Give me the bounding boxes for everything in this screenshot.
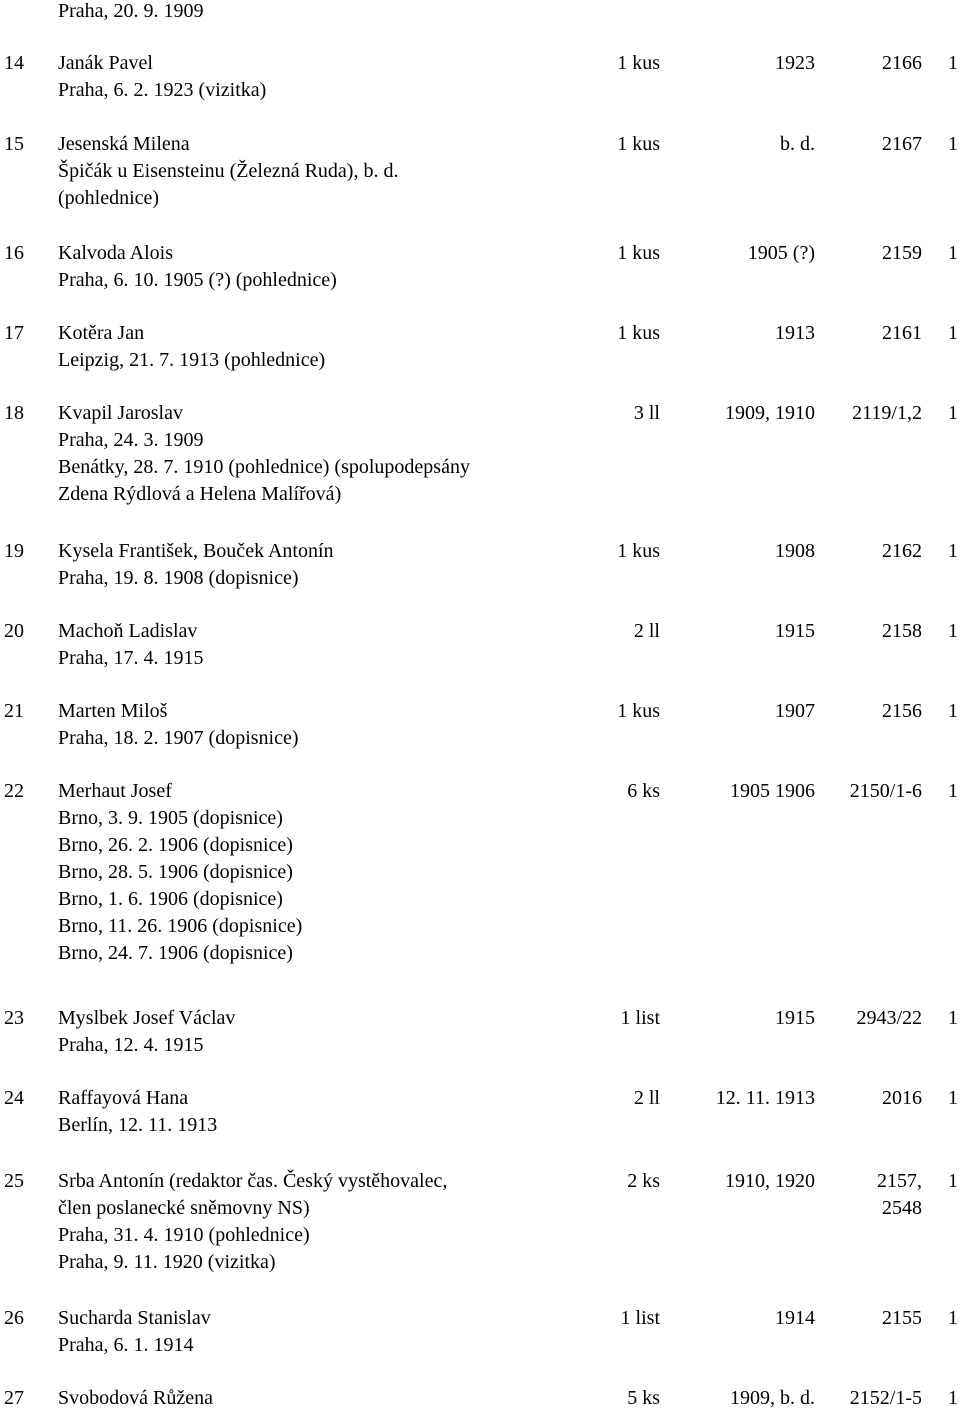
entry-signature: 2157, xyxy=(877,1170,922,1192)
entry-detail-line: Praha, 19. 8. 1908 (dopisnice) xyxy=(58,567,299,589)
entry-detail-line: Brno, 3. 9. 1905 (dopisnice) xyxy=(58,807,283,829)
entry-signature: 2150/1-6 xyxy=(849,780,922,802)
entry-number: 19 xyxy=(4,540,24,562)
entry-signature: 2167 xyxy=(882,133,922,155)
entry-signature: 2119/1,2 xyxy=(852,402,922,424)
entry-number: 20 xyxy=(4,620,24,642)
entry-detail-line: Brno, 26. 2. 1906 (dopisnice) xyxy=(58,834,293,856)
entry-signature: 2166 xyxy=(882,52,922,74)
entry-signature: 2548 xyxy=(882,1197,922,1219)
entry-year: 1910, 1920 xyxy=(725,1170,815,1192)
entry-name: Marten Miloš xyxy=(58,700,168,722)
entry-name: Raffayová Hana xyxy=(58,1087,189,1109)
entry-name: Merhaut Josef xyxy=(58,780,172,802)
entry-year: b. d. xyxy=(780,133,815,155)
entry-quantity: 1 kus xyxy=(617,242,660,264)
entry-name: Kalvoda Alois xyxy=(58,242,173,264)
entry-year: 1913 xyxy=(775,322,815,344)
entry-quantity: 2 ks xyxy=(627,1170,660,1192)
entry-detail-line: Praha, 12. 4. 1915 xyxy=(58,1034,204,1056)
entry-signature: 2158 xyxy=(882,620,922,642)
entry-year: 1905 1906 xyxy=(730,780,815,802)
entry-box: 1 xyxy=(948,1307,958,1329)
entry-signature: 2155 xyxy=(882,1307,922,1329)
entry-name: Machoň Ladislav xyxy=(58,620,198,642)
entry-detail-line: člen poslanecké sněmovny NS) xyxy=(58,1197,310,1219)
entry-signature: 2159 xyxy=(882,242,922,264)
entry-number: 25 xyxy=(4,1170,24,1192)
entry-box: 1 xyxy=(948,700,958,722)
entry-detail-line: Berlín, 12. 11. 1913 xyxy=(58,1114,218,1136)
entry-year: 1915 xyxy=(775,1007,815,1029)
entry-quantity: 1 kus xyxy=(617,52,660,74)
entry-name: Kotěra Jan xyxy=(58,322,145,344)
entry-detail-line: Brno, 1. 6. 1906 (dopisnice) xyxy=(58,888,283,910)
entry-name: Kvapil Jaroslav xyxy=(58,402,183,424)
entry-quantity: 2 ll xyxy=(633,1087,660,1109)
entry-detail-line: Praha, 6. 1. 1914 xyxy=(58,1334,194,1356)
entry-box: 1 xyxy=(948,133,958,155)
entry-signature: 2162 xyxy=(882,540,922,562)
entry-detail-line: Praha, 6. 10. 1905 (?) (pohlednice) xyxy=(58,269,337,291)
entry-name: Myslbek Josef Václav xyxy=(58,1007,236,1029)
entry-number: 15 xyxy=(4,133,24,155)
entry-detail-line: Praha, 24. 3. 1909 xyxy=(58,429,204,451)
entry-box: 1 xyxy=(948,620,958,642)
entry-number: 24 xyxy=(4,1087,24,1109)
entry-signature: 2016 xyxy=(882,1087,922,1109)
entry-detail-line: Brno, 11. 26. 1906 (dopisnice) xyxy=(58,915,303,937)
entry-detail-line: (pohlednice) xyxy=(58,187,160,209)
entry-quantity: 1 list xyxy=(620,1307,660,1329)
entry-number: 22 xyxy=(4,780,24,802)
entry-box: 1 xyxy=(948,52,958,74)
entry-box: 1 xyxy=(948,242,958,264)
entry-year: 1915 xyxy=(775,620,815,642)
entry-box: 1 xyxy=(948,1170,958,1192)
entry-year: 1908 xyxy=(775,540,815,562)
entry-year: 1923 xyxy=(775,52,815,74)
entry-box: 1 xyxy=(948,780,958,802)
entry-box: 1 xyxy=(948,1387,958,1409)
entry-box: 1 xyxy=(948,322,958,344)
entry-detail-line: Praha, 18. 2. 1907 (dopisnice) xyxy=(58,727,299,749)
entry-name: Jesenská Milena xyxy=(58,133,190,155)
entry-name: Kysela František, Bouček Antonín xyxy=(58,540,334,562)
entry-box: 1 xyxy=(948,1087,958,1109)
entry-number: 23 xyxy=(4,1007,24,1029)
top-line: Praha, 20. 9. 1909 xyxy=(58,0,204,22)
entry-detail-line: Praha, 31. 4. 1910 (pohlednice) xyxy=(58,1224,310,1246)
entry-quantity: 1 kus xyxy=(617,133,660,155)
entry-number: 27 xyxy=(4,1387,24,1409)
entry-quantity: 5 ks xyxy=(627,1387,660,1409)
entry-quantity: 6 ks xyxy=(627,780,660,802)
entry-name: Sucharda Stanislav xyxy=(58,1307,211,1329)
entry-year: 1907 xyxy=(775,700,815,722)
entry-box: 1 xyxy=(948,540,958,562)
entry-box: 1 xyxy=(948,402,958,424)
entry-detail-line: Špičák u Eisensteinu (Železná Ruda), b. d. xyxy=(58,160,399,182)
entry-number: 14 xyxy=(4,52,24,74)
entry-signature: 2152/1-5 xyxy=(849,1387,922,1409)
entry-quantity: 2 ll xyxy=(633,620,660,642)
entry-name: Janák Pavel xyxy=(58,52,153,74)
entry-year: 1905 (?) xyxy=(747,242,815,264)
entry-signature: 2156 xyxy=(882,700,922,722)
entry-quantity: 1 kus xyxy=(617,322,660,344)
entry-quantity: 1 kus xyxy=(617,540,660,562)
entry-year: 1909, b. d. xyxy=(730,1387,815,1409)
entry-signature: 2943/22 xyxy=(856,1007,922,1029)
entry-detail-line: Brno, 28. 5. 1906 (dopisnice) xyxy=(58,861,293,883)
entry-quantity: 1 list xyxy=(620,1007,660,1029)
entry-signature: 2161 xyxy=(882,322,922,344)
entry-number: 17 xyxy=(4,322,24,344)
entry-quantity: 1 kus xyxy=(617,700,660,722)
entry-detail-line: Zdena Rýdlová a Helena Malířová) xyxy=(58,483,342,505)
entry-box: 1 xyxy=(948,1007,958,1029)
entry-detail-line: Praha, 9. 11. 1920 (vizitka) xyxy=(58,1251,276,1273)
entry-name: Srba Antonín (redaktor čas. Český vystěhovalec, xyxy=(58,1170,448,1192)
entry-quantity: 3 ll xyxy=(633,402,660,424)
entry-number: 21 xyxy=(4,700,24,722)
entry-detail-line: Benátky, 28. 7. 1910 (pohlednice) (spolupodepsány xyxy=(58,456,470,478)
entry-number: 26 xyxy=(4,1307,24,1329)
entry-year: 12. 11. 1913 xyxy=(715,1087,815,1109)
entry-year: 1909, 1910 xyxy=(725,402,815,424)
entry-number: 18 xyxy=(4,402,24,424)
entry-detail-line: Leipzig, 21. 7. 1913 (pohlednice) xyxy=(58,349,326,371)
entry-number: 16 xyxy=(4,242,24,264)
entry-detail-line: Praha, 17. 4. 1915 xyxy=(58,647,204,669)
entry-detail-line: Praha, 6. 2. 1923 (vizitka) xyxy=(58,79,267,101)
entry-name: Svobodová Růžena xyxy=(58,1387,213,1409)
entry-detail-line: Brno, 24. 7. 1906 (dopisnice) xyxy=(58,942,293,964)
entry-year: 1914 xyxy=(775,1307,815,1329)
